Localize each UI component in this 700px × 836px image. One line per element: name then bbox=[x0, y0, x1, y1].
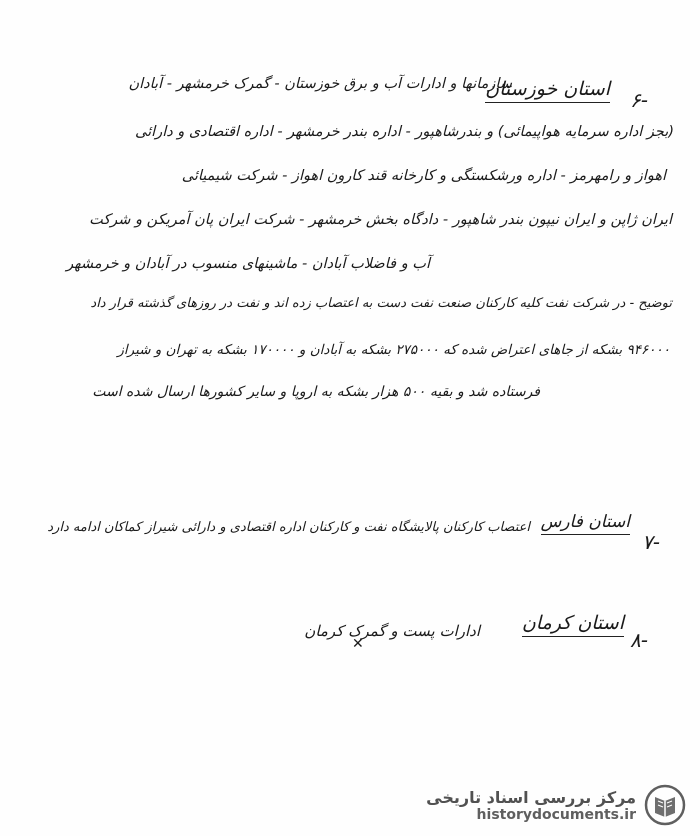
section-6-line-6: توضیح - در شرکت نفت کلیه کارکنان صنعت نفت دست به اعتصاب زده اند و نفت در روزهای گذشته قرار داد bbox=[90, 296, 672, 311]
section-8-line: ادارات پست و گمرک کرمان bbox=[304, 622, 480, 640]
watermark-title: مرکز بررسی اسناد تاریخی bbox=[426, 787, 636, 807]
section-6-line-5: آب و فاضلاب آبادان - ماشینهای منسوب در آبادان و خرمشهر bbox=[66, 256, 430, 272]
section-7-number: ۷- bbox=[642, 530, 660, 554]
section-6-heading: استان خوزستان bbox=[485, 78, 610, 103]
section-6-line-1: سازمانها و ادارات آب و برق خوزستان - گمرک خرمشهر - آبادان bbox=[128, 76, 512, 92]
watermark-text bbox=[426, 788, 636, 823]
section-6-number: ۶- bbox=[630, 88, 648, 112]
section-6-line-3: اهواز و رامهرمز - اداره ورشکستگی و کارخانه قند کارون اهواز - شرکت شیمیائی bbox=[181, 168, 666, 184]
section-8-number: ۸- bbox=[630, 628, 648, 652]
section-7-heading: استان فارس bbox=[541, 512, 630, 535]
document-book-logo-icon bbox=[644, 784, 686, 826]
section-6-line-7: ۹۴۶۰۰۰ بشکه از جاهای اعتراض شده که ۲۷۵۰۰۰ بشکه به آبادان و ۱۷۰۰۰۰ بشکه به تهران و شیراز bbox=[117, 342, 670, 358]
watermark bbox=[426, 784, 686, 826]
section-7-line: اعتصاب کارکنان پالایشگاه نفت و کارکنان اداره اقتصادی و دارائی شیراز کماکان ادامه دارد bbox=[47, 520, 530, 535]
watermark-url: historydocuments.ir bbox=[476, 806, 636, 823]
end-mark-icon: ✕ bbox=[352, 636, 364, 652]
section-6-line-8: فرستاده شد و بقیه ۵۰۰ هزار بشکه به اروپا و سایر کشورها ارسال شده است bbox=[92, 384, 540, 400]
section-8-heading: استان کرمان bbox=[522, 612, 624, 637]
section-6-line-2: (بجز اداره سرمایه هواپیمائی) و بندرشاهپور - اداره بندر خرمشهر - اداره اقتصادی و دارائی bbox=[135, 124, 674, 140]
section-6-line-4: ایران ژاپن و ایران نیپون بندر شاهپور - دادگاه بخش خرمشهر - شرکت ایران پان آمریکن و شرکت bbox=[89, 212, 672, 228]
